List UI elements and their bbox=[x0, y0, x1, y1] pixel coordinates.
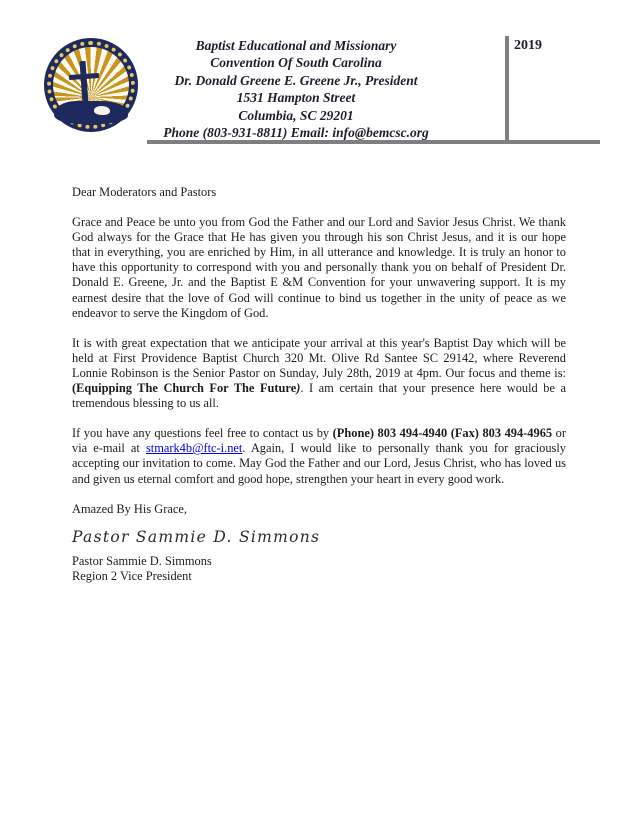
letter-paragraph-1 bbox=[72, 215, 566, 321]
text-segment: ) bbox=[296, 381, 301, 396]
text-segment: . Again, I would like to personally thank you for graciously accepting our invitation to come. May God the Father and our Lord, Jesus Christ, who has loved us and given us eternal comfort and good hope, strengthen your heart in every good work. bbox=[72, 441, 566, 486]
email-link[interactable]: stmark4b@ftc-i.net bbox=[145, 441, 243, 456]
text-segment: (Equipping The Church For The Future bbox=[72, 381, 297, 396]
seal-ground-silhouette bbox=[54, 101, 128, 124]
year-label: 2019 bbox=[514, 38, 542, 53]
header-vertical-rule bbox=[505, 36, 509, 142]
letterhead-block bbox=[145, 37, 447, 141]
convention-seal-logo bbox=[44, 38, 138, 132]
handwritten-signature: Pastor Sammie D. Simmons bbox=[72, 527, 321, 546]
header-horizontal-rule bbox=[147, 140, 600, 144]
org-contact-line: Phone (803-931-8811) Email: info@bemcsc.org bbox=[163, 125, 429, 141]
org-street-line: 1531 Hampton Street bbox=[236, 90, 356, 106]
lamb-icon bbox=[94, 106, 110, 115]
text-segment: Grace and Peace be unto you from God the Father and our Lord and Savior Jesus Christ. We thank God always for the Grace that He has given you through his son Christ Jesus, and it is our hope that in everything, you are enriched by Him, in all utterance and knowledge. It is truly an honor to have this opportunity to correspond with you and personally thank you on behalf of President Dr. Donald E. Greene, Jr. and the Baptist E &M Convention for your unwavering support. It is my earnest desire that the love of God will continue to bind us together in the unity of peace as we endeavor to serve the Kingdom of God. bbox=[72, 215, 566, 320]
text-segment: or via e-mail at bbox=[72, 426, 566, 456]
text-segment: If you have any questions feel free to contact us by bbox=[72, 426, 333, 441]
signature-title: Region 2 Vice President bbox=[72, 569, 192, 584]
text-segment: (Phone) 803 494-4940 (Fax) 803 494-4965 bbox=[332, 426, 553, 441]
salutation: Dear Moderators and Pastors bbox=[72, 185, 217, 199]
org-president-line: Dr. Donald Greene E. Greene Jr., President bbox=[174, 72, 418, 88]
org-name-line2: Convention Of South Carolina bbox=[210, 55, 382, 71]
closing-line: Amazed By His Grace, bbox=[72, 501, 187, 516]
letter-paragraph-2 bbox=[72, 336, 566, 411]
org-name-line1: Baptist Educational and Missionary bbox=[195, 38, 397, 53]
signature-name: Pastor Sammie D. Simmons bbox=[72, 553, 212, 568]
letter-paragraph-3 bbox=[72, 426, 566, 486]
text-segment: . I am certain that your presence here would be a tremendous blessing to us all. bbox=[72, 381, 567, 411]
org-city-line: Columbia, SC 29201 bbox=[238, 107, 354, 123]
text-segment: It is with great expectation that we anticipate your arrival at this year's Baptist Day which will be held at First Providence Baptist Church 320 Mt. Olive Rd Santee SC 29142, where Reverend Lonnie Robinson is the Senior Pastor on Sunday, July 28th, 2019 at 4pm. Our focus and theme is: bbox=[72, 335, 566, 380]
letter-body bbox=[72, 185, 566, 585]
